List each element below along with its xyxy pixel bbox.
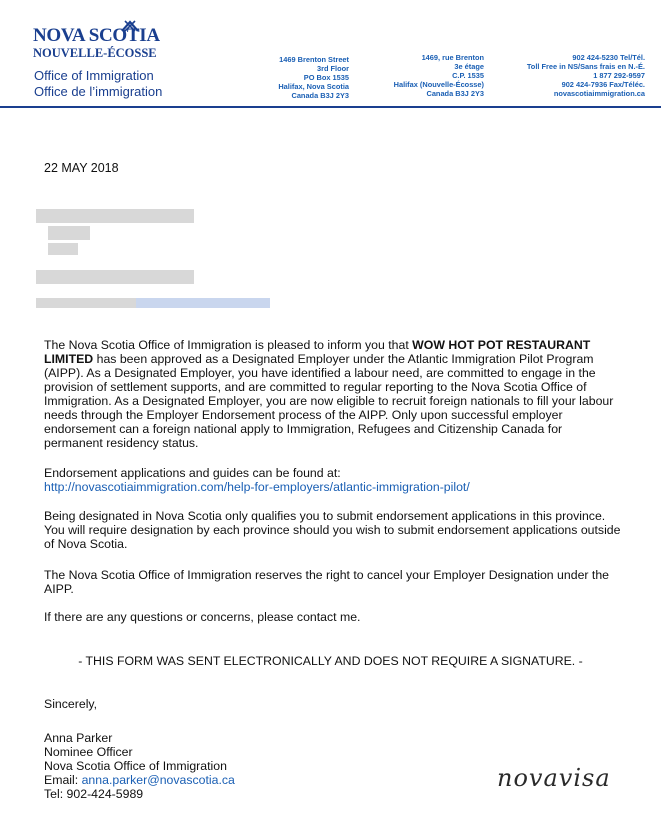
paragraph-text: has been approved as a Designated Employer under the Atlantic Immigration Pilot Program (AIPP). As a Designated Employer, you have identified a labour need, are committed to engage in the provision of settlement supports, and are committed to regular reporting to the Nova Scotia Office of Immigration. As a Designated Employer, you are now eligible to recruit foreign nationals to fill your labour needs through the Employer Endorsement process of the AIPP. Only upon successful employer endorsement can a foreign national apply to Immigration, Refugees and Citizenship Canada for permanent residency status. (44, 352, 614, 450)
logo-subtitle: NOUVELLE-ÉCOSSE (33, 46, 157, 60)
address-line: 3e étage (454, 62, 484, 71)
office-name-en: Office of Immigration (34, 68, 154, 83)
signer-org: Nova Scotia Office of Immigration (44, 759, 227, 773)
contact-line[interactable]: novascotiaimmigration.ca (553, 89, 645, 98)
email-label: Email: (44, 773, 82, 787)
address-french (394, 53, 484, 98)
paragraph-province: Being designated in Nova Scotia only qualifies you to submit endorsement applications in this province. You will require designation by each province should you wish to submit endorsement applications outside of Nova Scotia. (44, 509, 621, 551)
signer-name: Anna Parker (44, 731, 113, 745)
watermark: novavisa (497, 764, 611, 792)
contact-line: Toll Free in NS/Sans frais en N.-É. (526, 62, 645, 71)
paragraph-contact: If there are any questions or concerns, please contact me. (44, 610, 361, 624)
signer-title: Nominee Officer (44, 745, 133, 759)
contact-info (527, 53, 645, 98)
header-divider (0, 106, 661, 108)
contact-line: 902 424-5230 Tel/Tél. (572, 53, 645, 62)
saltire-flag-icon (119, 19, 141, 33)
aip-guides-link[interactable]: http://novascotiaimmigration.com/help-for-employers/atlantic-immigration-pilot/ (44, 480, 470, 494)
office-name-fr: Office de l’immigration (34, 84, 163, 99)
address-english (278, 55, 349, 100)
paragraph-cancel: The Nova Scotia Office of Immigration reserves the right to cancel your Employer Designation under the AIPP. (44, 568, 610, 596)
paragraph-text: Endorsement applications and guides can be found at: (44, 466, 341, 480)
address-line: Canada B3J 2Y3 (426, 89, 484, 98)
signature-block (44, 731, 235, 801)
address-line: 3rd Floor (316, 64, 349, 73)
closing: Sincerely, (44, 697, 98, 711)
address-line: 1469 Brenton Street (279, 55, 349, 64)
electronic-notice: - THIS FORM WAS SENT ELECTRONICALLY AND DOES NOT REQUIRE A SIGNATURE. - (78, 654, 583, 668)
nova-scotia-logo (33, 14, 183, 60)
office-name (34, 68, 162, 100)
company-name: WOW HOT POT RESTAURANT LIMITED (44, 338, 591, 366)
address-line: Halifax, Nova Scotia (278, 82, 349, 91)
address-line: Halifax (Nouvelle-Écosse) (393, 80, 484, 89)
address-line: PO Box 1535 (303, 73, 349, 82)
contact-line: 1 877 292-9597 (593, 71, 645, 80)
signer-email-link[interactable]: anna.parker@novascotia.ca (81, 773, 235, 787)
logo-title: NOVA SCOTIA (33, 25, 160, 46)
paragraph-text: The Nova Scotia Office of Immigration is pleased to inform you that (44, 338, 413, 352)
signer-email-line (44, 773, 235, 787)
signer-tel: Tel: 902-424-5989 (44, 787, 144, 801)
address-line: C.P. 1535 (452, 71, 484, 80)
contact-line: 902 424-7936 Fax/Téléc. (561, 80, 645, 89)
address-line: 1469, rue Brenton (421, 53, 484, 62)
paragraph-designation (44, 338, 624, 450)
address-line: Canada B3J 2Y3 (291, 91, 349, 100)
letter-date: 22 MAY 2018 (44, 161, 119, 175)
paragraph-guides (44, 466, 624, 494)
